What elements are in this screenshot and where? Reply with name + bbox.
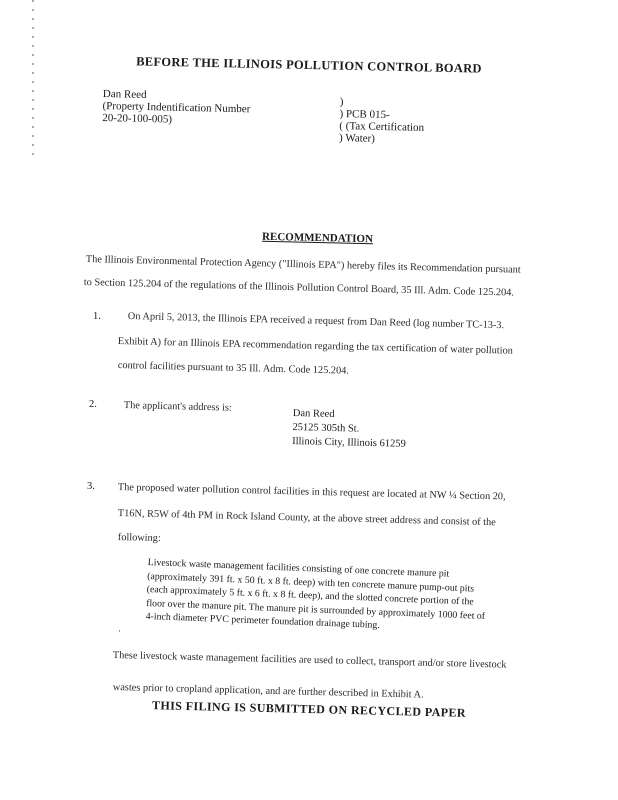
para3-line-1: The proposed water pollution control facilities in this request are located at NW ¼ Section 20, bbox=[117, 482, 506, 503]
recycled-paper-notice: THIS FILING IS SUBMITTED ON RECYCLED PAPER bbox=[151, 698, 467, 720]
para1-line-2: Exhibit A) for an Illinois EPA recommendation regarding the tax certification of water pollution bbox=[117, 336, 513, 357]
document-title: BEFORE THE ILLINOIS POLLUTION CONTROL BOARD bbox=[136, 54, 482, 76]
case-number: ) PCB 015- bbox=[339, 107, 390, 122]
applicant-address bbox=[292, 407, 407, 452]
stray-mark: · bbox=[118, 626, 121, 636]
para3-line-3: following: bbox=[117, 532, 161, 545]
recommendation-heading: RECOMMENDATION bbox=[261, 230, 374, 246]
closing-line-1: These livestock waste management facilities are used to collect, transport and/or store livestock bbox=[112, 650, 507, 671]
facilities-block-quote: Livestock waste management facilities consisting of one concrete manure pit (approximately 391 ft. x 50 ft. x 8 ft. deep) with ten concrete manure pump-out pits (each approximately 5 ft. x 6 ft. x 8 ft. deep), and the slotted concrete portion of the floor over the manure pit. The manure pit is surrounded by approximately 1000 feet of 4-inch diameter PVC perimeter foundation drainage tubing. bbox=[145, 556, 486, 631]
case-caption-party bbox=[102, 88, 251, 127]
party-name: Dan Reed bbox=[102, 88, 147, 101]
intro-line-2: to Section 125.204 of the regulations of the Illinois Pollution Control Board, 35 Ill. Adm. Code 125.204. bbox=[83, 277, 515, 299]
intro-line-1: The Illinois Environmental Protection Agency ("Illinois EPA") hereby files its Recommendation pursuant bbox=[85, 254, 521, 276]
para2-text: The applicant's address is: bbox=[123, 400, 232, 414]
address-city: Illinois City, Illinois 61259 bbox=[292, 435, 406, 450]
address-street: 25125 305th St. bbox=[292, 421, 360, 435]
para2-number: 2. bbox=[89, 399, 97, 410]
para1-line-1: On April 5, 2013, the Illinois EPA received a request from Dan Reed (log number TC-13-3. bbox=[127, 311, 505, 332]
para3-line-2: T16N, R5W of 4th PM in Rock Island County, at the above street address and consist of the bbox=[117, 508, 496, 529]
party-pin-line: (Property Indentification Number bbox=[102, 99, 251, 116]
closing-line-2: wastes prior to cropland application, and are further described in Exhibit A. bbox=[112, 682, 424, 701]
para1-number: 1. bbox=[93, 311, 101, 322]
para1-line-3: control facilities pursuant to 35 Ill. Adm. Code 125.204. bbox=[117, 360, 350, 377]
case-subtype: ) Water) bbox=[338, 131, 376, 145]
address-name: Dan Reed bbox=[292, 407, 335, 421]
party-pin-number: 20-20-100-005) bbox=[102, 111, 173, 126]
case-caption-docket bbox=[339, 96, 425, 146]
scan-edge-marks bbox=[32, 0, 34, 160]
case-type: ( (Tax Certification bbox=[339, 119, 425, 134]
caption-paren: ) bbox=[339, 96, 344, 109]
para3-number: 3. bbox=[87, 481, 95, 492]
